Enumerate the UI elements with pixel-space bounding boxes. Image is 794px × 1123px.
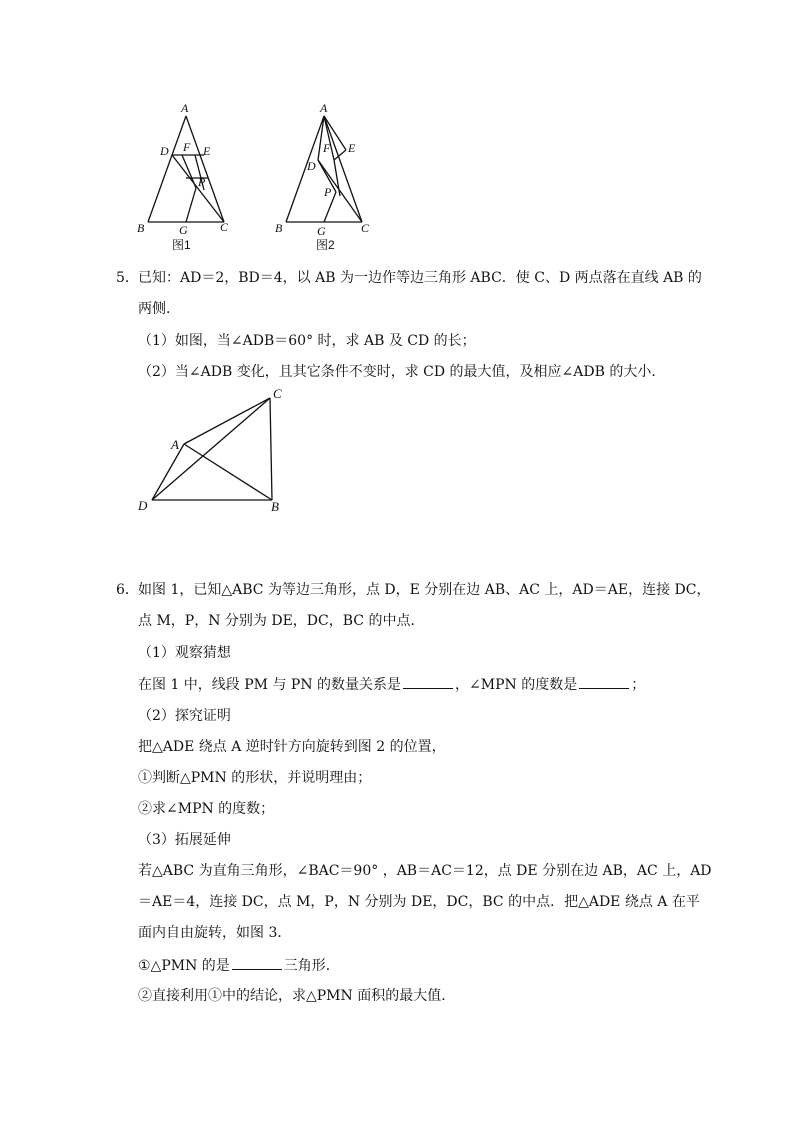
q6-sec2-item1: ①判断△PMN 的形状，并说明理由； [138, 770, 372, 786]
q6-sec2-intro: 把△ADE 绕点 A 逆时针方向旋转到图 2 的位置， [138, 739, 446, 755]
fig2-label-f: F [323, 141, 331, 155]
q6-sec3-line2: ＝AE＝4，连接 DC，点 M，P，N 分别为 DE，DC，BC 的中点．把△ADE 绕点 A 在平 [138, 894, 700, 910]
q5-number: 5． [116, 270, 139, 286]
fig1-label-f: F [183, 140, 191, 154]
q6-number: 6． [116, 582, 139, 598]
q5-fig-label-c: C [273, 386, 282, 401]
q6-sec1-q-a: 在图 1 中，线段 PM 与 PN 的数量关系是 [138, 677, 402, 693]
q5-fig-label-b: B [271, 499, 279, 514]
figure-2 [286, 116, 362, 222]
fig1-caption: 图1 [172, 238, 191, 252]
q5-line2: 两侧． [138, 301, 180, 317]
q5-figure [0, 380, 794, 520]
q5-fig-label-a: A [171, 437, 179, 452]
answer-blank-1[interactable] [403, 674, 453, 689]
fig2-caption: 图2 [316, 238, 335, 252]
q6-sec3-line1: 若△ABC 为直角三角形，∠BAC＝90° ，AB＝AC＝12，点 DE 分别在边 AB，AC 上，AD [138, 863, 712, 879]
fig2-label-p: P [324, 185, 332, 199]
q6-sec2-item2: ②求∠MPN 的度数； [138, 801, 275, 817]
fig2-label-a: A [320, 101, 328, 115]
fig1-label-p: P [198, 175, 206, 189]
fig2-label-g: G [317, 224, 326, 238]
fig1-label-b: B [137, 221, 145, 235]
answer-blank-2[interactable] [579, 674, 629, 689]
fig1-label-d: D [160, 144, 169, 158]
q6-sec1-q-b: ，∠MPN 的度数是 [455, 677, 578, 693]
fig2-label-d: D [307, 159, 316, 173]
q6-sec1-question [138, 674, 645, 695]
q6-sec3-item1 [138, 955, 340, 976]
fig1-label-e: E [203, 144, 211, 158]
q6-sec3-title: （3）拓展延伸 [138, 832, 231, 848]
q6-line2: 点 M，P，N 分别为 DE，DC，BC 的中点． [138, 613, 425, 629]
q6-sec2-title: （2）探究证明 [138, 708, 231, 724]
q6-sec3-item1-a: ①△PMN 的是 [138, 958, 230, 974]
q5-line1: 已知：AD＝2，BD＝4，以 AB 为一边作等边三角形 ABC．使 C、D 两点落在直线 AB 的 [138, 270, 702, 286]
q6-sec1-q-end: ； [631, 677, 646, 693]
q6-sec1-title: （1）观察猜想 [138, 645, 231, 661]
q6-sec3-item1-b: 三角形． [283, 958, 340, 974]
figure-1 [148, 116, 224, 222]
fig1-label-c: C [220, 220, 229, 234]
q5-fig-label-d: D [138, 498, 148, 513]
answer-blank-3[interactable] [232, 955, 282, 970]
figures-top [0, 0, 794, 260]
fig2-label-c: C [361, 221, 370, 235]
q5-part2: （2）当∠ADB 变化，且其它条件不变时，求 CD 的最大值，及相应∠ADB 的大小． [138, 364, 666, 380]
fig2-label-e: E [348, 141, 356, 155]
q6-line1: 如图 1，已知△ABC 为等边三角形，点 D，E 分别在边 AB、AC 上，AD＝AE，连接 DC， [138, 582, 711, 598]
q6-sec3-line3: 面内自由旋转，如图 3． [138, 925, 292, 941]
fig2-label-b: B [275, 221, 283, 235]
fig1-label-g: G [179, 223, 188, 237]
q5-part1: （1）如图，当∠ADB＝60° 时，求 AB 及 CD 的长； [138, 333, 476, 349]
q6-sec3-item2: ②直接利用①中的结论，求△PMN 面积的最大值． [138, 988, 456, 1004]
fig1-label-a: A [181, 101, 189, 115]
